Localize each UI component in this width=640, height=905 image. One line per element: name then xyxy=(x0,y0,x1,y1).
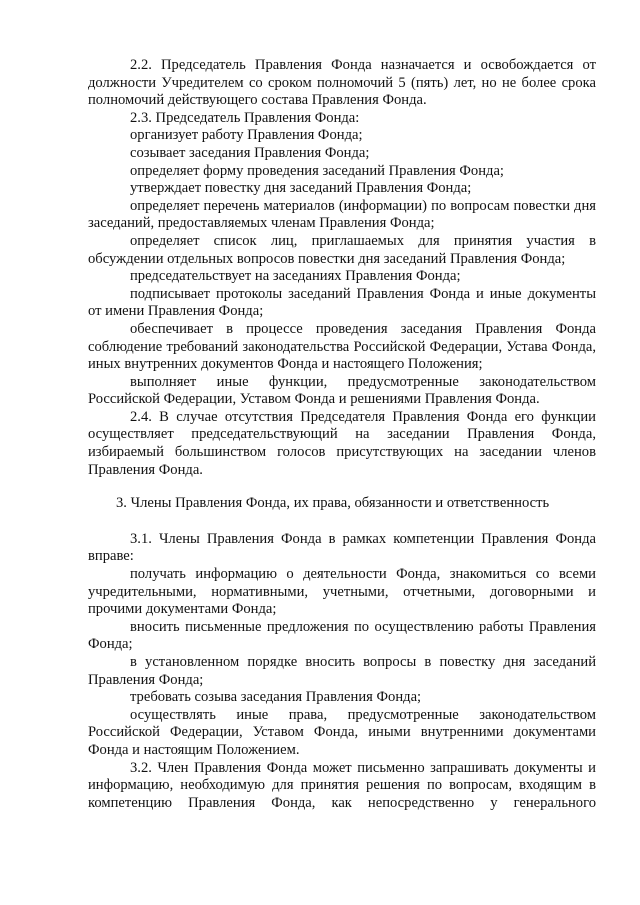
list-item: председательствует на заседаниях Правления Фонда; xyxy=(130,268,461,285)
list-item: определяет список лиц, приглашаемых для принятия участия в обсуждении отдельных вопросов повестки дня заседаний Правления Фонда; xyxy=(88,232,596,267)
document-page xyxy=(88,57,596,812)
list-item: получать информацию о деятельности Фонда, знакомиться со всеми учредительными, нормативными, учетными, отчетными, договорными и прочими документами Фонда; xyxy=(88,566,596,618)
paragraph-2-2: 2.2. Председатель Правления Фонда назначается и освобождается от должности Учредителем со сроком полномочий 5 (пять) лет, но не более срока полномочий действующего состава Правления Фонда. xyxy=(88,57,596,109)
paragraph-2-3: 2.3. Председатель Правления Фонда: xyxy=(130,109,360,126)
list-item: созывает заседания Правления Фонда; xyxy=(130,144,370,161)
list-item: в установленном порядке вносить вопросы в повестку дня заседаний Правления Фонда; xyxy=(88,654,596,688)
list-item: осуществлять иные права, предусмотренные законодательством Российской Федерации, Уставом Фонда, иными внутренними документами Фонда и настоящим Положением. xyxy=(88,706,596,758)
paragraph-3-1: 3.1. Члены Правления Фонда в рамках компетенции Правления Фонда вправе: xyxy=(88,530,596,565)
list-item: организует работу Правления Фонда; xyxy=(130,127,363,144)
list-item: выполняет иные функции, предусмотренные законодательством Российской Федерации, Уставом Фонда и решениями Правления Фонда. xyxy=(88,373,596,408)
section-heading-3: 3. Члены Правления Фонда, их права, обязанности и ответственность xyxy=(116,495,550,512)
paragraph-2-4: 2.4. В случае отсутствия Председателя Правления Фонда его функции осуществляет председательствующий на заседании Правления Фонда, избираемый большинством голосов присутствующих на заседании членов Правления Фонда. xyxy=(88,408,596,478)
list-item: утверждает повестку дня заседаний Правления Фонда; xyxy=(130,180,472,197)
list-item: требовать созыва заседания Правления Фонда; xyxy=(130,689,422,706)
list-item: подписывает протоколы заседаний Правления Фонда и иные документы от имени Правления Фонда; xyxy=(88,285,596,320)
list-item: определяет форму проведения заседаний Правления Фонда; xyxy=(130,162,504,179)
list-item: определяет перечень материалов (информации) по вопросам повестки дня заседаний, предоставляемых членам Правления Фонда; xyxy=(88,197,596,232)
list-item: вносить письменные предложения по осуществлению работы Правления Фонда; xyxy=(88,618,596,653)
paragraph-3-2: 3.2. Член Правления Фонда может письменно запрашивать документы и информацию, необходимую для принятия решения по вопросам, входящим в компетенцию Правления Фонда, как непосредственно у генерального xyxy=(88,759,596,811)
list-item: обеспечивает в процессе проведения заседания Правления Фонда соблюдение требований законодательства Российской Федерации, Устава Фонда, иных внутренних документов Фонда и настоящего Положения; xyxy=(88,320,596,373)
